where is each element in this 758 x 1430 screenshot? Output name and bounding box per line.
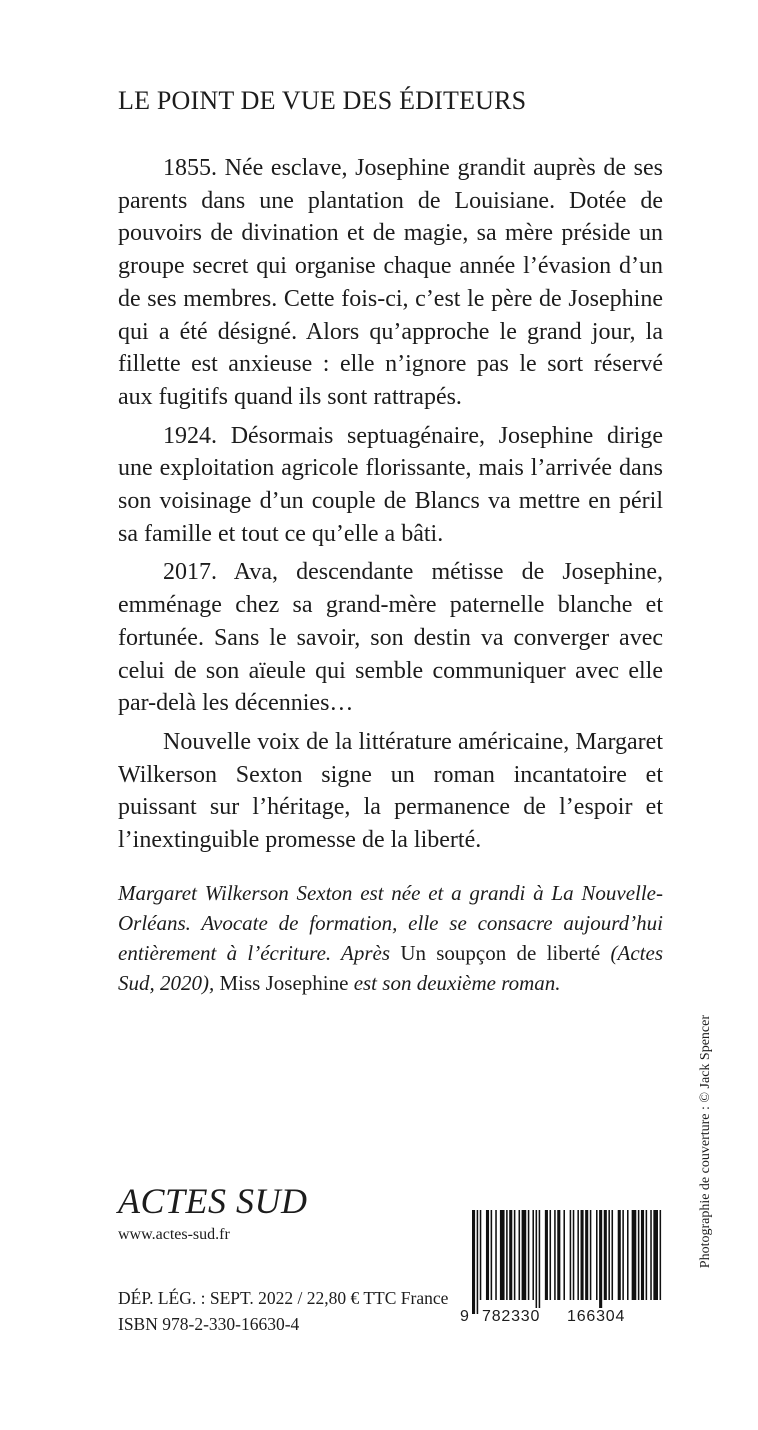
bio-text: Margaret Wilkerson Sexton est née et a grandi à La Nouvelle-Orléans. Avocate de formation, elle se consacre aujourd’hui entièrement à l’écriture. Après (118, 881, 663, 965)
barcode-bar (596, 1210, 598, 1300)
synopsis (118, 152, 663, 863)
synopsis-paragraph: Nouvelle voix de la littérature américaine, Margaret Wilkerson Sexton signe un roman incantatoire et puissant sur l’héritage, la permanence de l’espoir et l’inextinguible promesse de la liberté. (118, 728, 663, 854)
barcode-bar (500, 1210, 505, 1300)
barcode-bar (509, 1210, 512, 1300)
barcode-bars (472, 1210, 665, 1314)
barcode-bar (480, 1210, 482, 1300)
barcode-bar (618, 1210, 621, 1300)
barcode-bar (590, 1210, 592, 1300)
barcode-bar (641, 1210, 644, 1300)
bio-text: est son deuxième roman. (348, 971, 561, 995)
bio-book-title: Un soupçon de liberté (400, 941, 601, 965)
barcode-bar (557, 1210, 560, 1300)
author-bio (118, 878, 663, 998)
barcode-bar (577, 1210, 579, 1300)
barcode-bar (646, 1210, 648, 1300)
barcode-bar (550, 1210, 552, 1300)
barcode-bar (612, 1210, 614, 1300)
barcode-bar (585, 1210, 588, 1300)
barcode-bar (506, 1210, 508, 1300)
barcode-bar (495, 1210, 497, 1300)
photo-credit: Photographie de couverture : © Jack Spencer (698, 1015, 713, 1269)
section-heading: LE POINT DE VUE DES ÉDITEURS (118, 86, 527, 115)
barcode-bar (627, 1210, 629, 1300)
barcode-bar (638, 1210, 640, 1300)
barcode-bar (570, 1210, 572, 1300)
barcode-bar (632, 1210, 637, 1300)
barcode-bar (522, 1210, 527, 1300)
barcode-bar (573, 1210, 575, 1300)
barcode-digit-first: 9 (460, 1308, 470, 1325)
barcode-group-right: 166304 (567, 1308, 626, 1325)
bio-text: (Actes Sud, 2020), (118, 941, 663, 995)
barcode-bar (472, 1210, 475, 1314)
barcode-bar (622, 1210, 624, 1300)
isbn: ISBN 978-2-330-16630-4 (118, 1314, 300, 1334)
barcode-bar (650, 1210, 652, 1300)
barcode-bar (536, 1210, 538, 1314)
barcode-bar (539, 1210, 541, 1314)
publisher-website: www.actes-sud.fr (118, 1226, 230, 1243)
barcode-bar (608, 1210, 610, 1300)
barcode-bar (599, 1210, 602, 1314)
barcode-group-left: 782330 (482, 1308, 541, 1325)
barcode-bar (519, 1210, 521, 1300)
synopsis-paragraph: 1855. Née esclave, Josephine grandit auprès de ses parents dans une plantation de Louisiane. Dotée de pouvoirs de divination et de magie, sa mère préside un groupe secret qui organise chaque année l’évasion d’un de ses membres. Cette fois-ci, c’est le père de Josephine qui a été désigné. Alors qu’approche le grand jour, la fillette est anxieuse : elle n’ignore pas le sort réservé aux fugitifs quand ils sont rattrapés. (118, 155, 663, 410)
barcode-bar (604, 1210, 607, 1300)
bio-book-title: Miss Josephine (219, 971, 349, 995)
barcode-bar (653, 1210, 658, 1300)
barcode-bar (486, 1210, 489, 1300)
barcode-bar (514, 1210, 516, 1300)
barcode-bar (581, 1210, 584, 1300)
isbn-barcode (460, 1210, 665, 1328)
barcode-bar (532, 1210, 534, 1300)
legal-info (118, 1285, 448, 1337)
barcode-bar (563, 1210, 565, 1300)
publisher-logo: ACTES SUD (118, 1181, 308, 1221)
barcode-bar (554, 1210, 556, 1300)
barcode-bar (491, 1210, 493, 1300)
barcode-bar (545, 1210, 548, 1300)
barcode-bar (528, 1210, 530, 1300)
barcode-bar (660, 1210, 662, 1300)
barcode-bar (477, 1210, 479, 1314)
synopsis-paragraph: 2017. Ava, descendante métisse de Josephine, emménage chez sa grand-mère paternelle blanche et fortunée. Sans le savoir, son destin va converger avec celui de son aïeule qui semble communiquer avec elle par-delà les décennies… (118, 559, 663, 717)
legal-deposit: DÉP. LÉG. : SEPT. 2022 / 22,80 € TTC France (118, 1288, 449, 1308)
synopsis-paragraph: 1924. Désormais septuagénaire, Josephine dirige une exploitation agricole florissante, mais l’arrivée dans son voisinage d’un couple de Blancs va mettre en péril sa famille et tout ce qu’elle a bâti. (118, 422, 663, 547)
